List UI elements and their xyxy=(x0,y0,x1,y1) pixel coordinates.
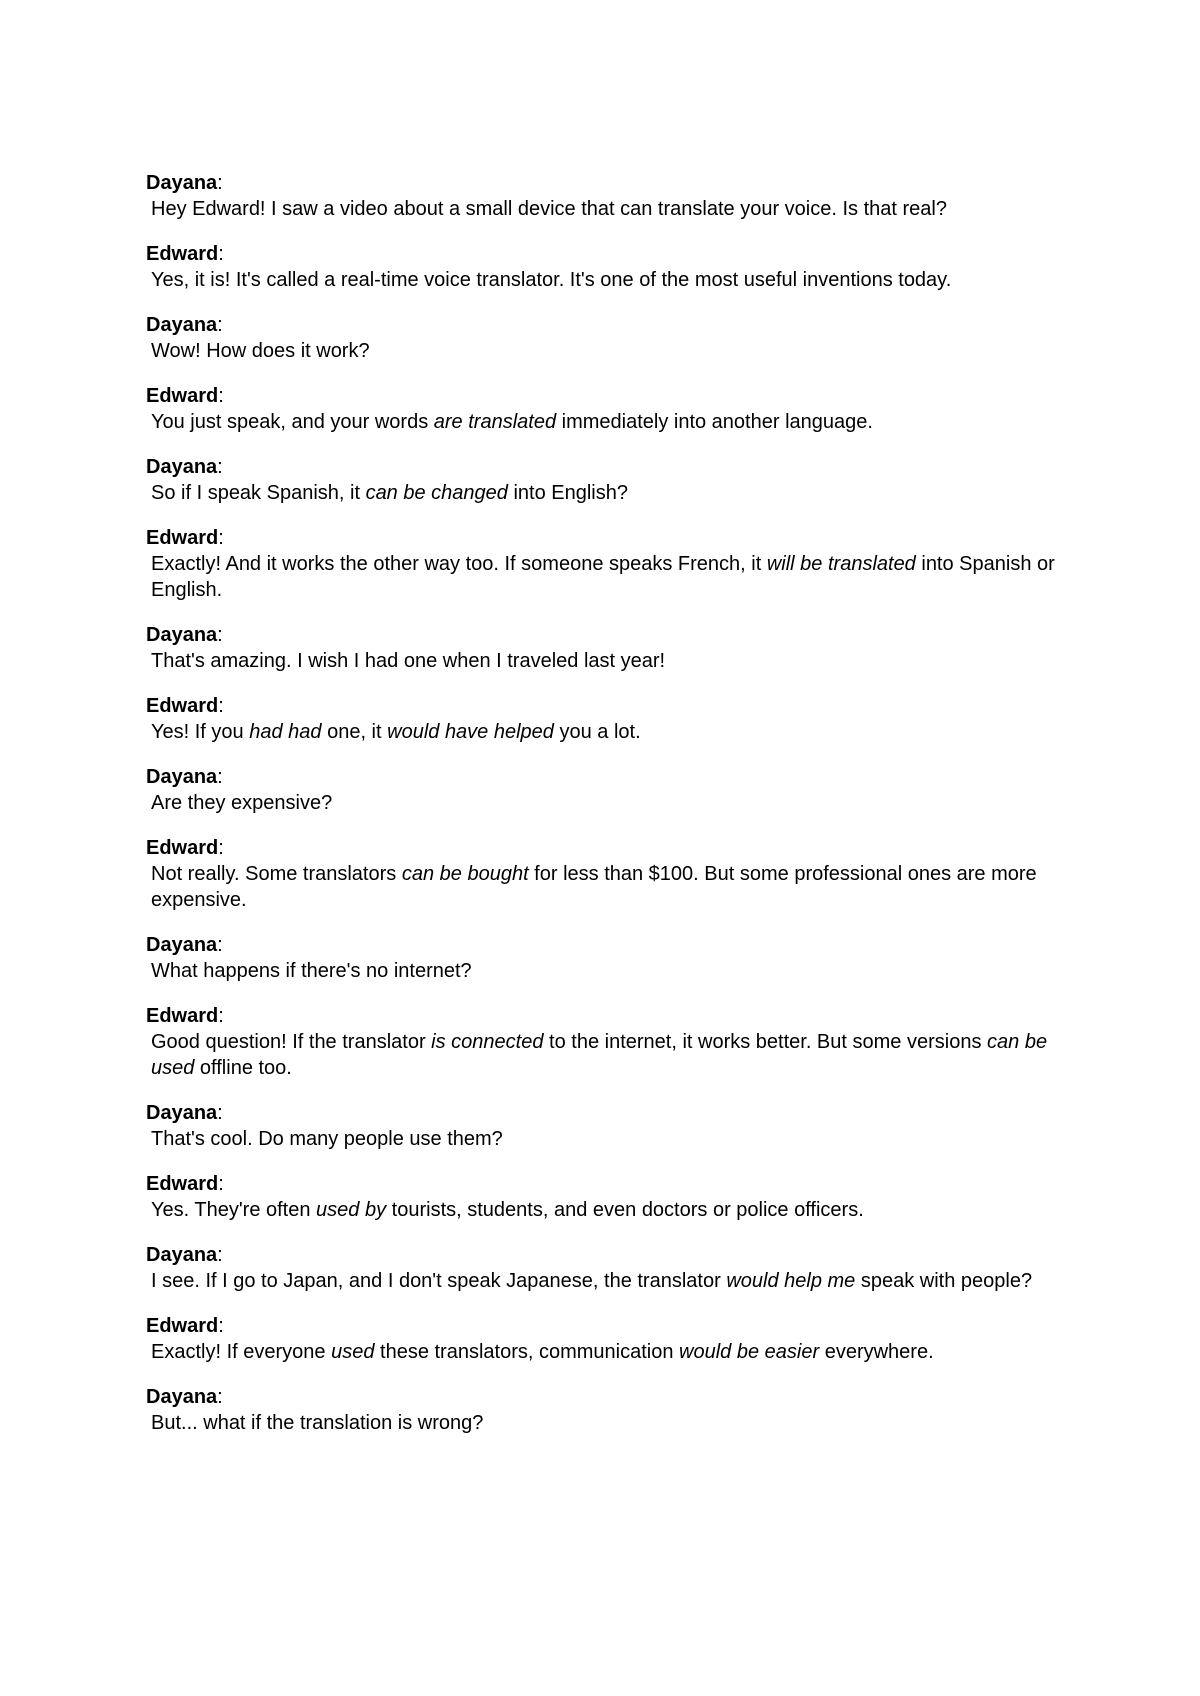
utterance-emphasis: would have helped xyxy=(387,721,554,743)
utterance-text: Good question! If the translator xyxy=(151,1031,432,1053)
speaker-name: Edward xyxy=(146,1005,219,1027)
utterance-text: Yes, it is! It's called a real-time voice translator. It's one of the most useful inventions today. xyxy=(151,269,952,291)
dialogue-turn xyxy=(146,622,1066,674)
utterance xyxy=(146,551,1066,603)
speaker-name: Dayana xyxy=(146,314,218,336)
utterance-text: tourists, students, and even doctors or police officers. xyxy=(386,1199,864,1221)
utterance-text: into English? xyxy=(507,482,628,504)
speaker-name: Edward xyxy=(146,1173,219,1195)
speaker-colon: : xyxy=(218,1005,224,1027)
utterance xyxy=(146,409,1066,435)
utterance xyxy=(146,1339,1066,1365)
dialogue-turn xyxy=(146,241,1066,293)
dialogue-turn xyxy=(146,312,1066,364)
speaker-colon: : xyxy=(218,695,224,717)
dialogue-turn xyxy=(146,764,1066,816)
utterance-emphasis: can be used xyxy=(151,1031,1048,1079)
utterance-text: Exactly! If everyone xyxy=(151,1341,332,1363)
speaker-colon: : xyxy=(217,314,223,336)
speaker-label xyxy=(146,170,1066,196)
dialogue-turn xyxy=(146,1171,1066,1223)
utterance-text: you a lot. xyxy=(553,721,641,743)
utterance-text: one, it xyxy=(321,721,388,743)
utterance-text: everywhere. xyxy=(819,1341,934,1363)
speaker-colon: : xyxy=(217,172,223,194)
speaker-name: Edward xyxy=(146,837,219,859)
speaker-colon: : xyxy=(218,243,224,265)
utterance xyxy=(146,480,1066,506)
speaker-colon: : xyxy=(218,385,224,407)
utterance-text: So if I speak Spanish, it xyxy=(151,482,366,504)
dialogue xyxy=(146,170,1066,1436)
dialogue-turn xyxy=(146,1242,1066,1294)
speaker-name: Dayana xyxy=(146,1102,218,1124)
utterance-text: I see. If I go to Japan, and I don't speak Japanese, the translator xyxy=(151,1270,727,1292)
utterance-emphasis: would help me xyxy=(726,1270,856,1292)
speaker-label xyxy=(146,241,1066,267)
utterance xyxy=(146,958,1066,984)
dialogue-turn xyxy=(146,454,1066,506)
utterance xyxy=(146,196,1066,222)
utterance xyxy=(146,1126,1066,1152)
dialogue-turn xyxy=(146,835,1066,913)
utterance-emphasis: had had xyxy=(249,721,322,743)
speaker-label xyxy=(146,454,1066,480)
speaker-label xyxy=(146,693,1066,719)
utterance-text: Wow! How does it work? xyxy=(151,340,370,362)
utterance-text: What happens if there's no internet? xyxy=(151,960,472,982)
utterance-text: immediately into another language. xyxy=(556,411,873,433)
speaker-label xyxy=(146,383,1066,409)
speaker-label xyxy=(146,932,1066,958)
speaker-colon: : xyxy=(217,1102,223,1124)
utterance-text: You just speak, and your words xyxy=(151,411,434,433)
utterance-text: Hey Edward! I saw a video about a small device that can translate your voice. Is that real? xyxy=(151,198,947,220)
speaker-name: Dayana xyxy=(146,766,218,788)
speaker-label xyxy=(146,1100,1066,1126)
speaker-name: Dayana xyxy=(146,1244,218,1266)
dialogue-turn xyxy=(146,1384,1066,1436)
speaker-label xyxy=(146,835,1066,861)
dialogue-turn xyxy=(146,932,1066,984)
utterance-text: That's cool. Do many people use them? xyxy=(151,1128,503,1150)
utterance-text: offline too. xyxy=(194,1057,292,1079)
dialogue-turn xyxy=(146,525,1066,603)
speaker-label xyxy=(146,525,1066,551)
utterance-text: Yes. They're often xyxy=(151,1199,317,1221)
utterance-text: Not really. Some translators xyxy=(151,863,402,885)
speaker-colon: : xyxy=(217,624,223,646)
utterance xyxy=(146,1268,1066,1294)
utterance-emphasis: can be bought xyxy=(401,863,529,885)
utterance-emphasis: is connected xyxy=(431,1031,544,1053)
speaker-label xyxy=(146,1242,1066,1268)
speaker-label xyxy=(146,764,1066,790)
utterance xyxy=(146,719,1066,745)
utterance-text: into Spanish or English. xyxy=(151,553,1055,601)
speaker-colon: : xyxy=(217,456,223,478)
utterance-emphasis: would be easier xyxy=(679,1341,820,1363)
utterance-text: these translators, communication xyxy=(374,1341,680,1363)
utterance-emphasis: used xyxy=(331,1341,375,1363)
speaker-name: Edward xyxy=(146,527,219,549)
speaker-label xyxy=(146,1313,1066,1339)
utterance-emphasis: used by xyxy=(316,1199,387,1221)
utterance-text: Exactly! And it works the other way too. If someone speaks French, it xyxy=(151,553,767,575)
utterance-text: That's amazing. I wish I had one when I traveled last year! xyxy=(151,650,666,672)
utterance-emphasis: are translated xyxy=(433,411,557,433)
utterance xyxy=(146,861,1066,913)
speaker-colon: : xyxy=(217,1244,223,1266)
speaker-colon: : xyxy=(217,766,223,788)
speaker-name: Dayana xyxy=(146,172,218,194)
dialogue-turn xyxy=(146,383,1066,435)
utterance-text: for less than $100. But some professional ones are more expensive. xyxy=(151,863,1037,911)
speaker-label xyxy=(146,1384,1066,1410)
dialogue-turn xyxy=(146,1003,1066,1081)
utterance-text: Yes! If you xyxy=(151,721,250,743)
utterance xyxy=(146,1410,1066,1436)
utterance xyxy=(146,338,1066,364)
speaker-colon: : xyxy=(218,837,224,859)
speaker-colon: : xyxy=(218,1173,224,1195)
speaker-colon: : xyxy=(217,1386,223,1408)
speaker-name: Edward xyxy=(146,695,219,717)
speaker-label xyxy=(146,1003,1066,1029)
utterance-text: speak with people? xyxy=(855,1270,1033,1292)
speaker-label xyxy=(146,1171,1066,1197)
utterance-emphasis: will be translated xyxy=(766,553,916,575)
utterance xyxy=(146,267,1066,293)
speaker-name: Dayana xyxy=(146,1386,218,1408)
dialogue-turn xyxy=(146,693,1066,745)
utterance-emphasis: can be changed xyxy=(365,482,508,504)
speaker-name: Dayana xyxy=(146,456,218,478)
speaker-name: Edward xyxy=(146,243,219,265)
utterance xyxy=(146,1029,1066,1081)
dialogue-turn xyxy=(146,1100,1066,1152)
speaker-colon: : xyxy=(218,527,224,549)
utterance xyxy=(146,790,1066,816)
speaker-name: Dayana xyxy=(146,934,218,956)
speaker-name: Edward xyxy=(146,385,219,407)
speaker-label xyxy=(146,622,1066,648)
speaker-label xyxy=(146,312,1066,338)
utterance xyxy=(146,1197,1066,1223)
speaker-name: Dayana xyxy=(146,624,218,646)
utterance-text: Are they expensive? xyxy=(151,792,333,814)
document-page xyxy=(146,170,1066,1455)
utterance-text: But... what if the translation is wrong? xyxy=(151,1412,484,1434)
utterance xyxy=(146,648,1066,674)
speaker-colon: : xyxy=(218,1315,224,1337)
utterance-text: to the internet, it works better. But some versions xyxy=(543,1031,988,1053)
dialogue-turn xyxy=(146,170,1066,222)
speaker-colon: : xyxy=(217,934,223,956)
speaker-name: Edward xyxy=(146,1315,219,1337)
dialogue-turn xyxy=(146,1313,1066,1365)
